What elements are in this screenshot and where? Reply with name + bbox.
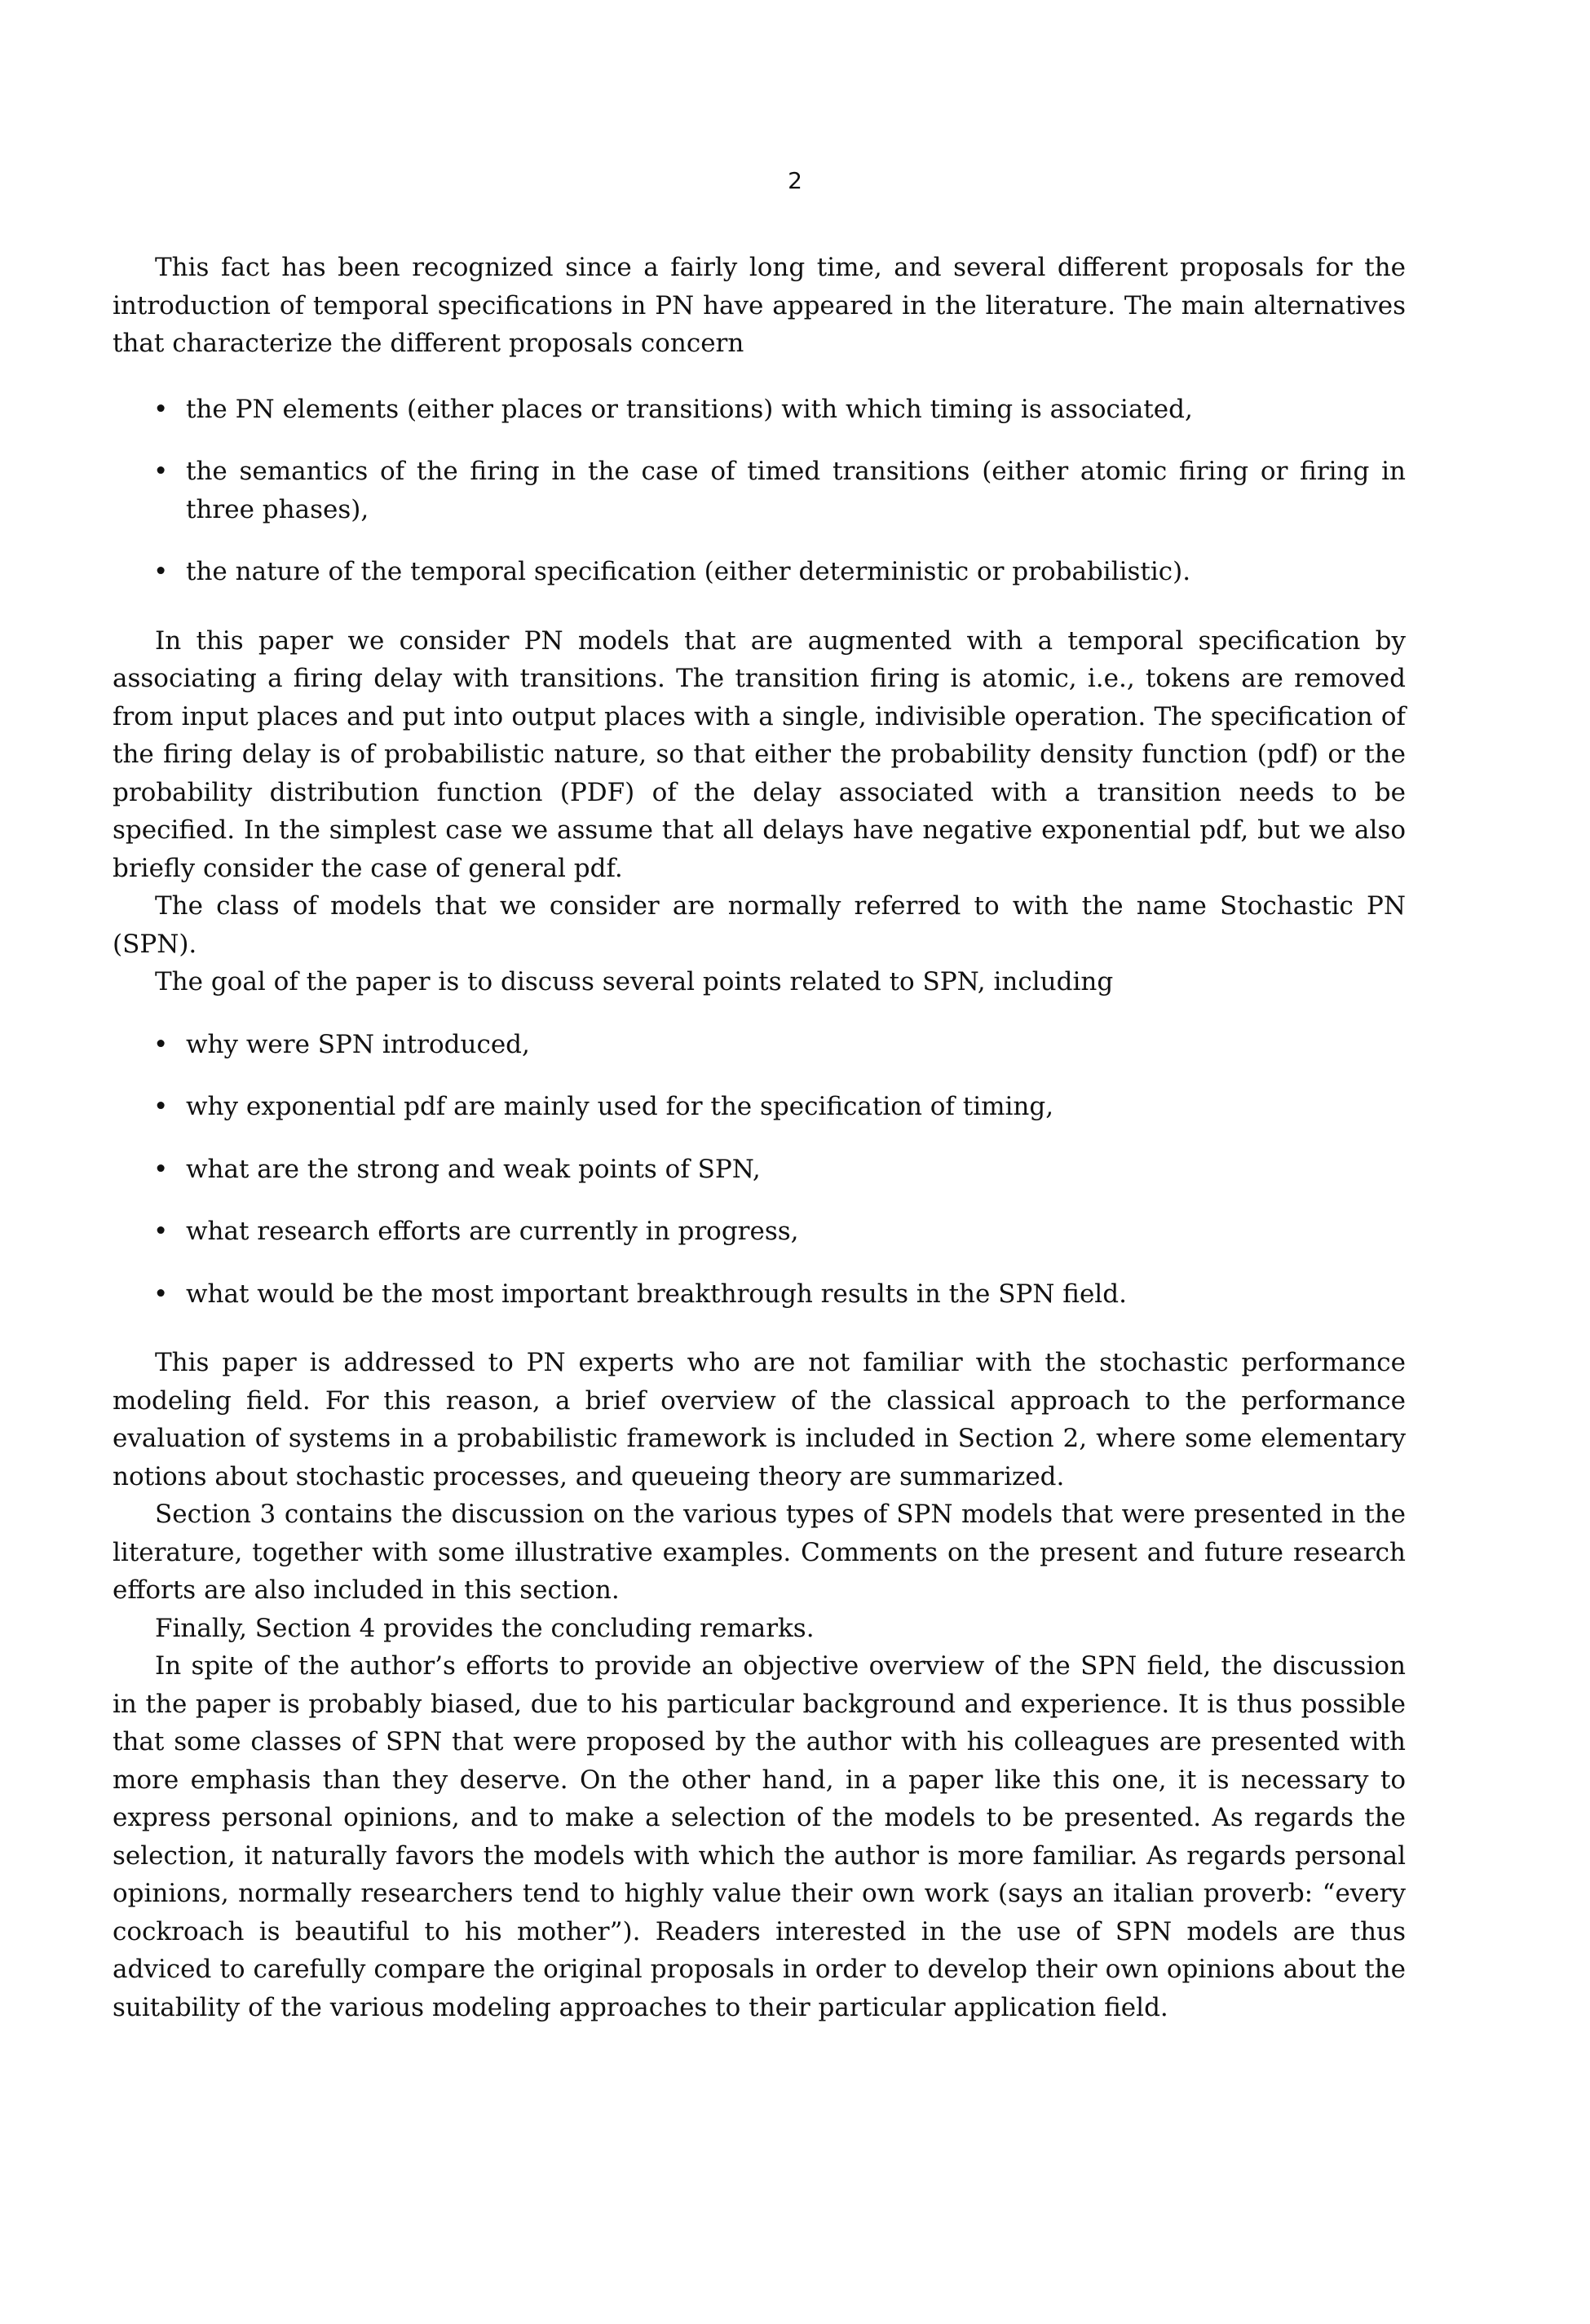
list-item: • why exponential pdf are mainly used for the specification of timing, (113, 1088, 1406, 1126)
scope-paragraph: In this paper we consider PN models that are augmented with a temporal specification by associating a firing delay with transitions. The transition firing is atomic, i.e., tokens are removed from input places and put into output places with a single, indivisible operation. The specification of the firing delay is of probabilistic nature, so that either the probability density function (pdf) or the probability distribution function (PDF) of the delay associated with a transition needs to be specified. In the simplest case we assume that all delays have negative exponential pdf, but we also briefly consider the case of general pdf. (113, 625, 1406, 883)
goal-paragraph: The goal of the paper is to discuss several points related to SPN, including (155, 967, 1114, 996)
audience-paragraph: This paper is addressed to PN experts who are not familiar with the stochastic performance modeling field. For this reason, a brief overview of the classical approach to the performance evaluation of systems in a probabilistic framework is included in Section 2, where some elementary notions about stochastic processes, and queueing theory are summarized. (113, 1348, 1406, 1491)
bias-paragraph: In spite of the author’s efforts to provide an objective overview of the SPN field, the discussion in the paper is probably biased, due to his particular background and experience. It is thus possible that some classes of SPN that were proposed by the author with his colleagues are presented with more emphasis than they deserve. On the other hand, in a paper like this one, it is necessary to express personal opinions, and to make a selection of the models to be presented. As regards the selection, it naturally favors the models with which the author is more familiar. As regards personal opinions, normally researchers tend to highly value their own work (says an italian proverb: “every cockroach is beautiful to his mother”). Readers interested in the use of SPN models are thus adviced to carefully compare the original proposals in order to develop their own opinions about the suitability of the various modeling approaches to their particular application field. (113, 1651, 1406, 2022)
body-text (113, 249, 1406, 2026)
list-item: • the PN elements (either places or transitions) with which timing is associated, (113, 391, 1406, 429)
goals-list (113, 1026, 1406, 1314)
intro-paragraph: This fact has been recognized since a fairly long time, and several different proposals for the introduction of temporal specifications in PN have appeared in the literature. The main alternatives that characterize the different proposals concern (113, 253, 1406, 358)
list-item: • the semantics of the firing in the case of timed transitions (either atomic firing or firing in three phases), (113, 453, 1406, 528)
alternatives-list (113, 391, 1406, 591)
list-item: • what are the strong and weak points of SPN, (113, 1151, 1406, 1189)
page-number: 2 (788, 167, 802, 194)
class-paragraph: The class of models that we consider are normally referred to with the name Stochastic PN (SPN). (113, 891, 1406, 959)
list-item: • why were SPN introduced, (113, 1026, 1406, 1064)
section4-paragraph: Finally, Section 4 provides the concluding remarks. (155, 1613, 815, 1643)
list-item: • the nature of the temporal specification (either deterministic or probabilistic). (113, 553, 1406, 591)
list-item: • what research efforts are currently in progress, (113, 1213, 1406, 1251)
section3-paragraph: Section 3 contains the discussion on the various types of SPN models that were presented in the literature, together with some illustrative examples. Comments on the present and future research efforts are also included in this section. (113, 1500, 1406, 1605)
list-item: • what would be the most important breakthrough results in the SPN field. (113, 1275, 1406, 1314)
